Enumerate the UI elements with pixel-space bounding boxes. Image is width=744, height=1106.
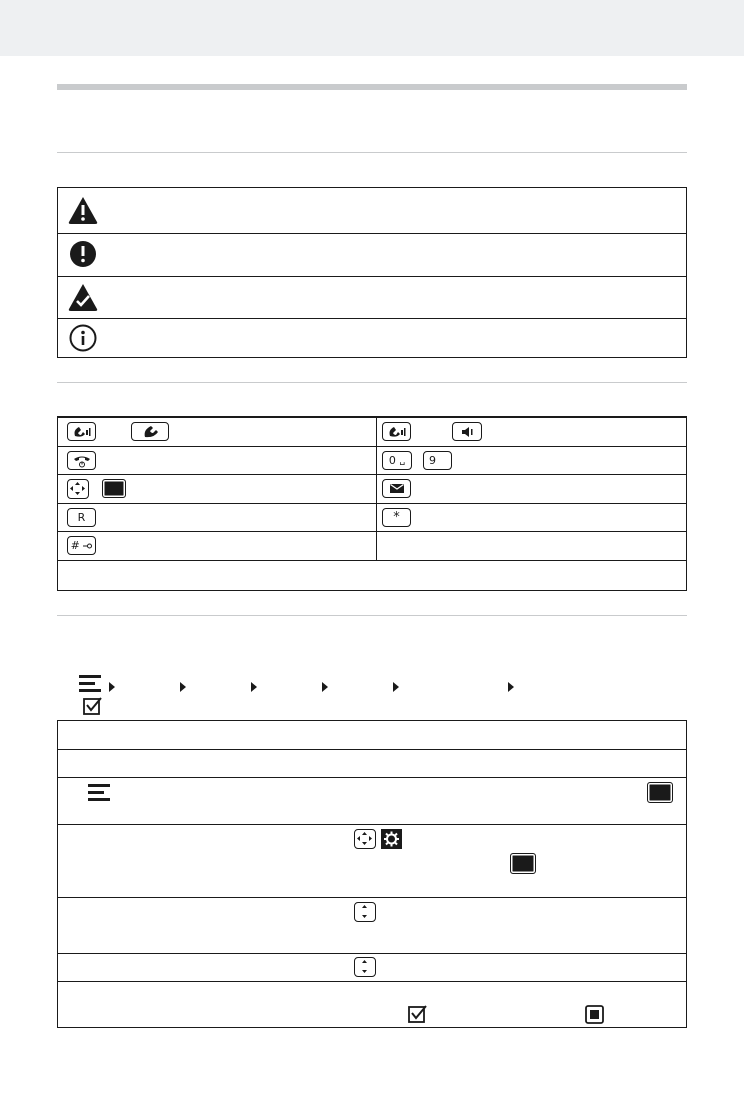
arrow-right-icon bbox=[393, 682, 399, 692]
control-key-icon bbox=[354, 829, 376, 849]
speaker-key-icon bbox=[452, 422, 482, 441]
warning-triangle-icon bbox=[67, 195, 99, 225]
info-circle-icon bbox=[69, 324, 97, 352]
section-rule-keys bbox=[57, 382, 687, 383]
keys-row-2 bbox=[58, 446, 686, 474]
notes-row-check bbox=[58, 276, 686, 318]
end-power-key-icon bbox=[67, 451, 96, 470]
star-key-icon: * bbox=[382, 508, 411, 527]
digit-9-key: 9 bbox=[423, 451, 452, 470]
settings-gear-icon bbox=[381, 829, 402, 849]
notes-row-info bbox=[58, 318, 686, 357]
notes-row-alert bbox=[58, 233, 686, 276]
talk-key-icon bbox=[67, 422, 96, 441]
keys-row-3 bbox=[58, 474, 686, 503]
display-key-icon bbox=[647, 782, 673, 803]
talk-key-alt-icon bbox=[131, 422, 169, 441]
arrow-right-icon bbox=[322, 682, 328, 692]
keys-row-5 bbox=[58, 531, 686, 560]
hash-lock-key-icon: # bbox=[67, 536, 96, 555]
checkmark-triangle-icon bbox=[67, 282, 99, 312]
checkbox-checked-icon bbox=[83, 697, 103, 715]
steps-row-5 bbox=[58, 897, 686, 953]
menu-icon bbox=[79, 675, 103, 692]
arrow-right-icon bbox=[109, 682, 115, 692]
checkbox-checked-icon bbox=[408, 1005, 428, 1023]
steps-row-1 bbox=[58, 721, 686, 749]
alert-circle-icon bbox=[69, 240, 97, 268]
recall-key-icon: R bbox=[67, 508, 96, 527]
display-key-icon bbox=[102, 479, 126, 498]
talk-key-icon-2 bbox=[382, 422, 411, 441]
notes-row-warning bbox=[58, 188, 686, 233]
steps-row-6 bbox=[58, 953, 686, 981]
steps-table bbox=[57, 720, 687, 1028]
steps-row-2 bbox=[58, 749, 686, 777]
message-key-icon bbox=[382, 479, 411, 498]
steps-row-3 bbox=[58, 777, 686, 824]
keys-footer-row bbox=[58, 560, 686, 588]
control-key-icon bbox=[67, 479, 89, 499]
keys-row-4 bbox=[58, 503, 686, 531]
checkbox-active-icon bbox=[585, 1005, 605, 1024]
keys-row-1 bbox=[58, 417, 686, 446]
menu-icon bbox=[88, 784, 112, 801]
keys-table bbox=[57, 416, 687, 591]
digit-0-key: 0 ␣ bbox=[382, 451, 412, 470]
control-key-updown-icon bbox=[354, 957, 376, 977]
arrow-right-icon bbox=[180, 682, 186, 692]
chapter-rule bbox=[57, 84, 687, 90]
arrow-right-icon bbox=[508, 682, 514, 692]
notes-table bbox=[57, 187, 687, 358]
section-rule-steps bbox=[57, 615, 687, 616]
arrow-right-icon bbox=[251, 682, 257, 692]
header-band bbox=[0, 0, 744, 56]
control-key-updown-icon bbox=[354, 902, 376, 922]
section-rule-notes bbox=[57, 152, 687, 153]
display-key-icon bbox=[510, 853, 536, 874]
steps-row-7 bbox=[58, 981, 686, 1027]
steps-row-4 bbox=[58, 824, 686, 897]
